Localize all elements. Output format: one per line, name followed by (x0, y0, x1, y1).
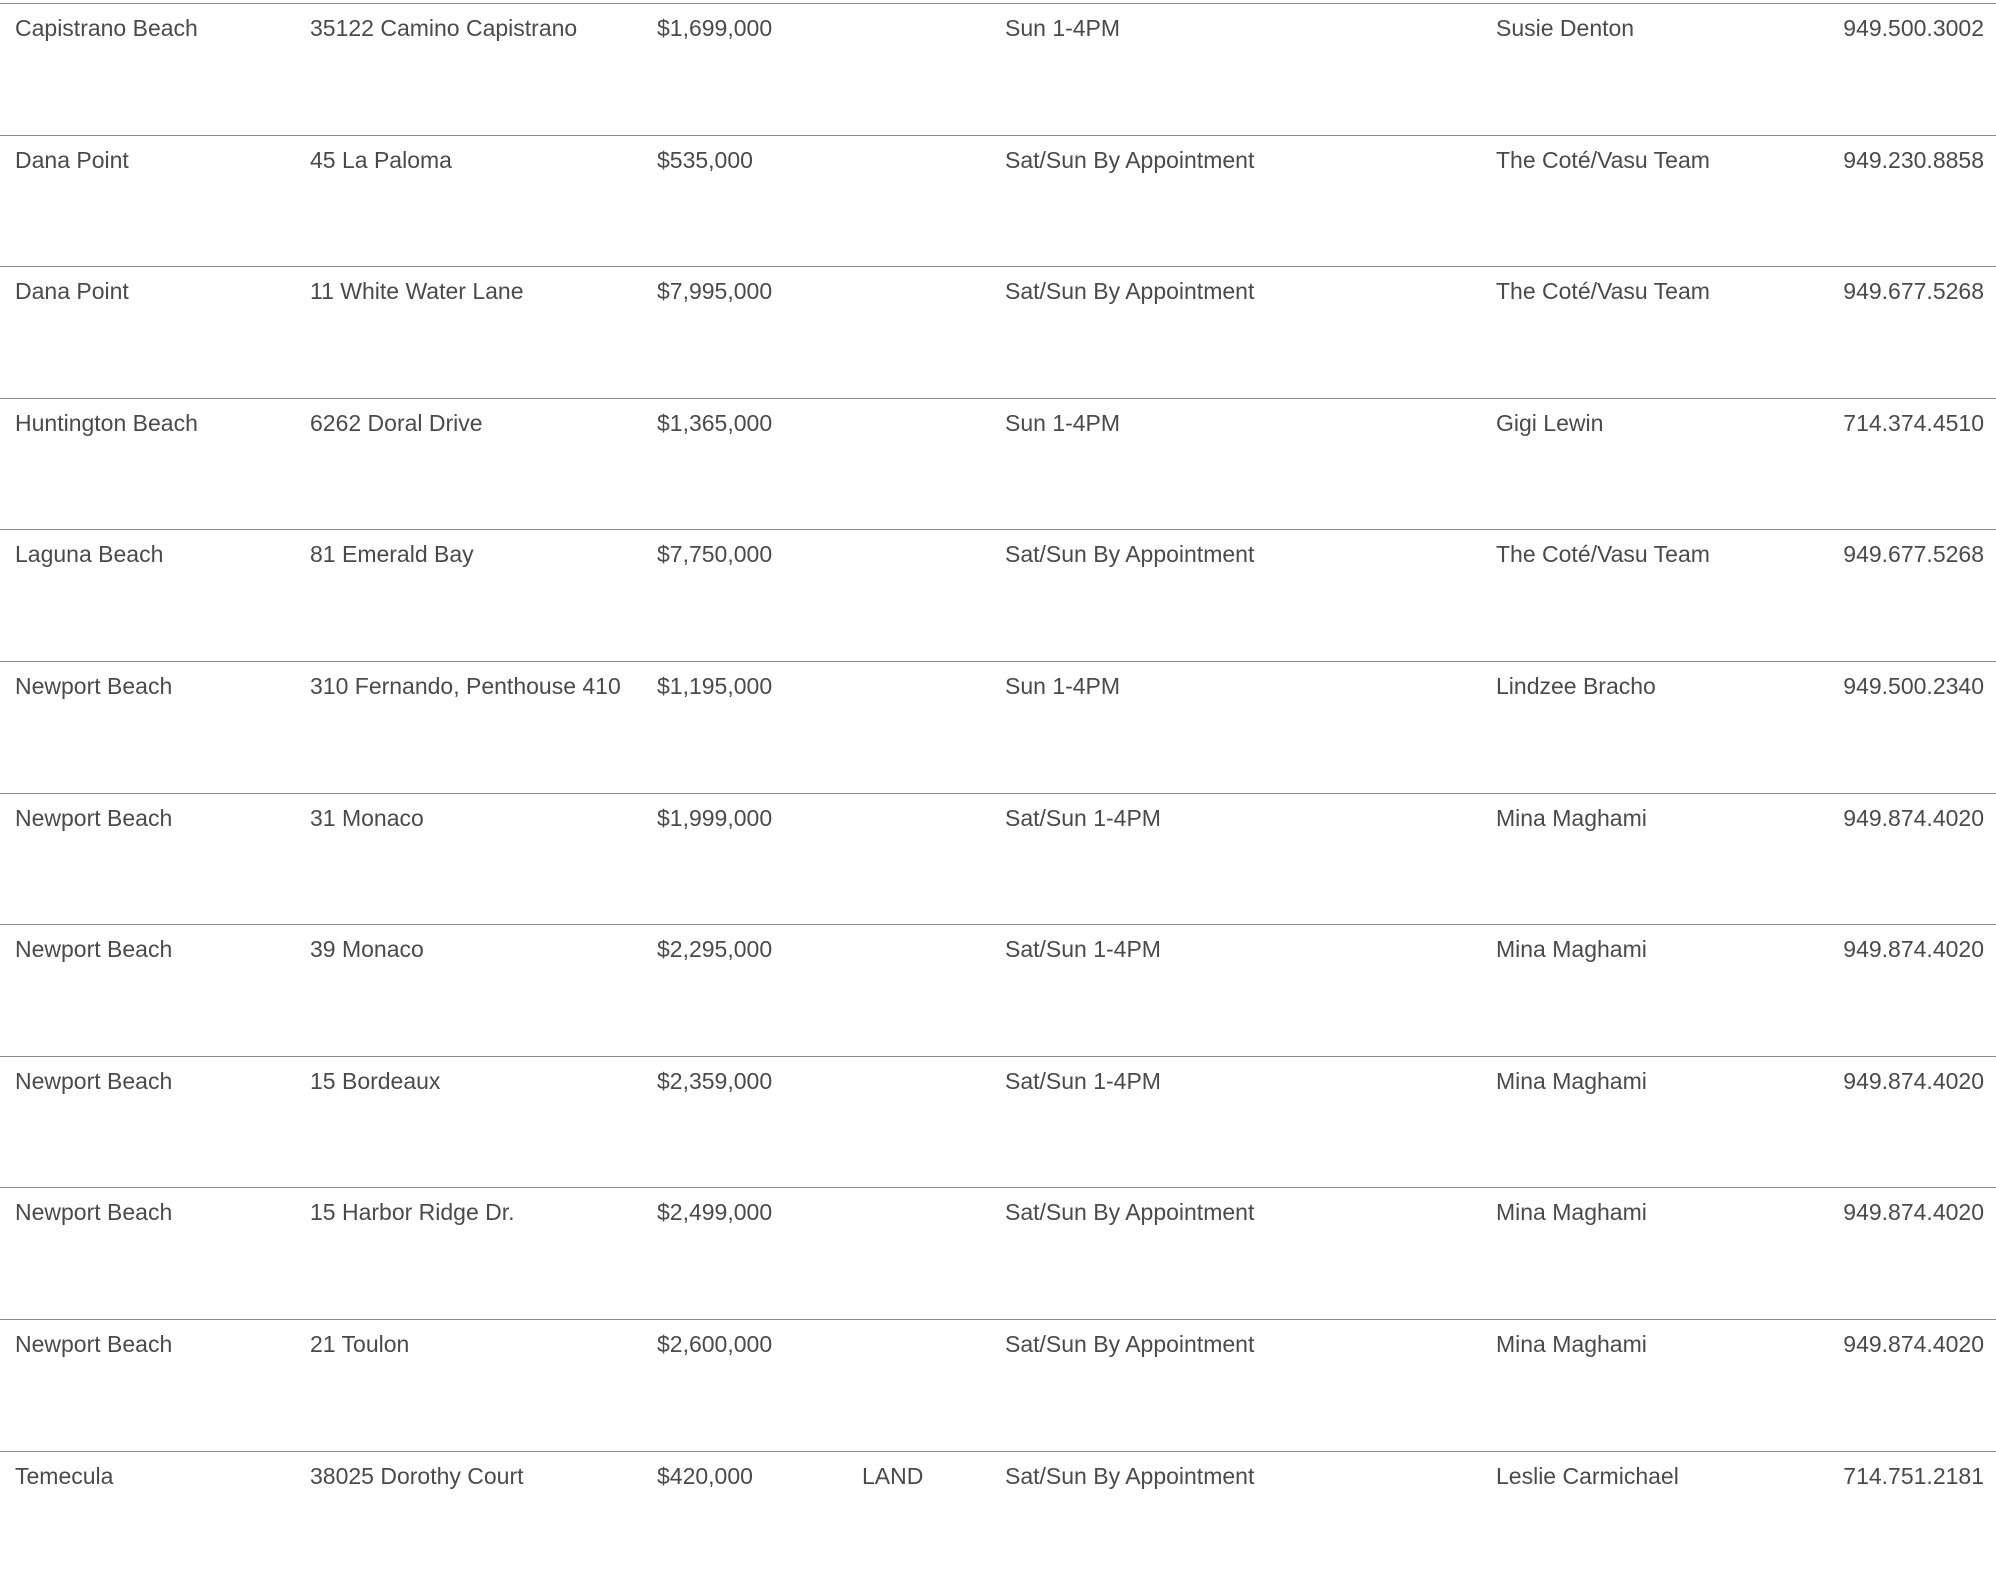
listing-phone: 949.677.5268 (1843, 541, 1984, 568)
listing-row (0, 1187, 1996, 1319)
listing-open-house: Sat/Sun 1-4PM (1005, 936, 1161, 963)
listing-open-house: Sun 1-4PM (1005, 409, 1121, 436)
listing-agent: Susie Denton (1496, 15, 1635, 41)
listing-address: 81 Emerald Bay (310, 541, 474, 568)
listing-row (0, 398, 1996, 530)
listing-phone: 949.874.4020 (1843, 1199, 1984, 1226)
listing-address: 6262 Doral Drive (310, 409, 483, 436)
listing-address: 11 White Water Lane (310, 278, 524, 305)
listing-phone: 949.230.8858 (1843, 146, 1984, 173)
listing-phone: 714.374.4510 (1843, 409, 1984, 436)
listing-price: $7,995,000 (657, 278, 773, 305)
listing-row (0, 266, 1996, 398)
listing-open-house: Sat/Sun 1-4PM (1005, 1067, 1161, 1094)
listing-address: 21 Toulon (310, 1330, 410, 1357)
listing-row (0, 529, 1996, 661)
listing-price: $1,999,000 (657, 804, 773, 831)
listing-phone: 949.874.4020 (1843, 804, 1984, 831)
listing-address: 310 Fernando, Penthouse 410 (310, 672, 621, 699)
listing-address: 15 Bordeaux (310, 1067, 441, 1094)
listing-agent: Leslie Carmichael (1496, 1462, 1679, 1489)
listing-row (0, 793, 1996, 925)
listing-agent: The Coté/Vasu Team (1496, 146, 1710, 173)
listing-price: $1,365,000 (657, 409, 773, 436)
listing-city: Newport Beach (15, 1199, 173, 1226)
listing-open-house: Sat/Sun 1-4PM (1005, 804, 1161, 831)
listing-row (0, 1319, 1996, 1451)
listing-city: Newport Beach (15, 936, 173, 963)
listing-row (0, 1056, 1996, 1188)
listing-price: $2,295,000 (657, 936, 773, 963)
listing-price: $2,359,000 (657, 1067, 773, 1094)
listing-address: 38025 Dorothy Court (310, 1462, 524, 1489)
listing-city: Dana Point (15, 278, 129, 305)
listing-phone: 949.874.4020 (1843, 1330, 1984, 1357)
listing-agent: Lindzee Bracho (1496, 672, 1656, 699)
listing-phone: 949.500.3002 (1843, 15, 1984, 41)
listing-address: 15 Harbor Ridge Dr. (310, 1199, 515, 1226)
listing-price: $535,000 (657, 146, 753, 173)
listing-open-house: Sat/Sun By Appointment (1005, 1199, 1255, 1226)
listing-city: Newport Beach (15, 1330, 173, 1357)
listing-phone: 949.874.4020 (1843, 1067, 1984, 1094)
listing-price: $2,600,000 (657, 1330, 773, 1357)
listing-agent: Mina Maghami (1496, 1199, 1647, 1226)
listing-agent: Mina Maghami (1496, 804, 1647, 831)
listing-agent: Mina Maghami (1496, 936, 1647, 963)
listing-city: Newport Beach (15, 804, 173, 831)
listing-address: 31 Monaco (310, 804, 424, 831)
listing-address: 35122 Camino Capistrano (310, 15, 578, 41)
listing-row (0, 1451, 1996, 1582)
listing-open-house: Sat/Sun By Appointment (1005, 278, 1255, 305)
listing-agent: Gigi Lewin (1496, 409, 1604, 436)
listing-agent: The Coté/Vasu Team (1496, 541, 1710, 568)
listing-agent: Mina Maghami (1496, 1330, 1647, 1357)
listing-row (0, 135, 1996, 267)
listing-address: 39 Monaco (310, 936, 424, 963)
listing-open-house: Sun 1-4PM (1005, 672, 1121, 699)
listing-type: LAND (862, 1462, 924, 1489)
listing-phone: 949.874.4020 (1843, 936, 1984, 963)
listing-open-house: Sat/Sun By Appointment (1005, 146, 1255, 173)
listing-phone: 949.500.2340 (1843, 672, 1984, 699)
listing-agent: Mina Maghami (1496, 1067, 1647, 1094)
listing-price: $7,750,000 (657, 541, 773, 568)
listing-city: Huntington Beach (15, 409, 198, 436)
listing-city: Newport Beach (15, 672, 173, 699)
listing-city: Laguna Beach (15, 541, 164, 568)
listing-row (0, 3, 1996, 135)
listing-open-house: Sun 1-4PM (1005, 15, 1121, 41)
listing-price: $2,499,000 (657, 1199, 773, 1226)
listing-city: Temecula (15, 1462, 114, 1489)
listing-city: Capistrano Beach (15, 15, 198, 41)
listing-open-house: Sat/Sun By Appointment (1005, 1462, 1255, 1489)
listing-open-house: Sat/Sun By Appointment (1005, 1330, 1255, 1357)
listing-price: $1,699,000 (657, 15, 773, 41)
listing-address: 45 La Paloma (310, 146, 452, 173)
listing-price: $420,000 (657, 1462, 753, 1489)
listing-open-house: Sat/Sun By Appointment (1005, 541, 1255, 568)
listing-price: $1,195,000 (657, 672, 773, 699)
listing-city: Dana Point (15, 146, 129, 173)
listing-city: Newport Beach (15, 1067, 173, 1094)
listing-phone: 714.751.2181 (1843, 1462, 1984, 1489)
listing-row (0, 661, 1996, 793)
listing-agent: The Coté/Vasu Team (1496, 278, 1710, 305)
listing-phone: 949.677.5268 (1843, 278, 1984, 305)
listing-row (0, 924, 1996, 1056)
